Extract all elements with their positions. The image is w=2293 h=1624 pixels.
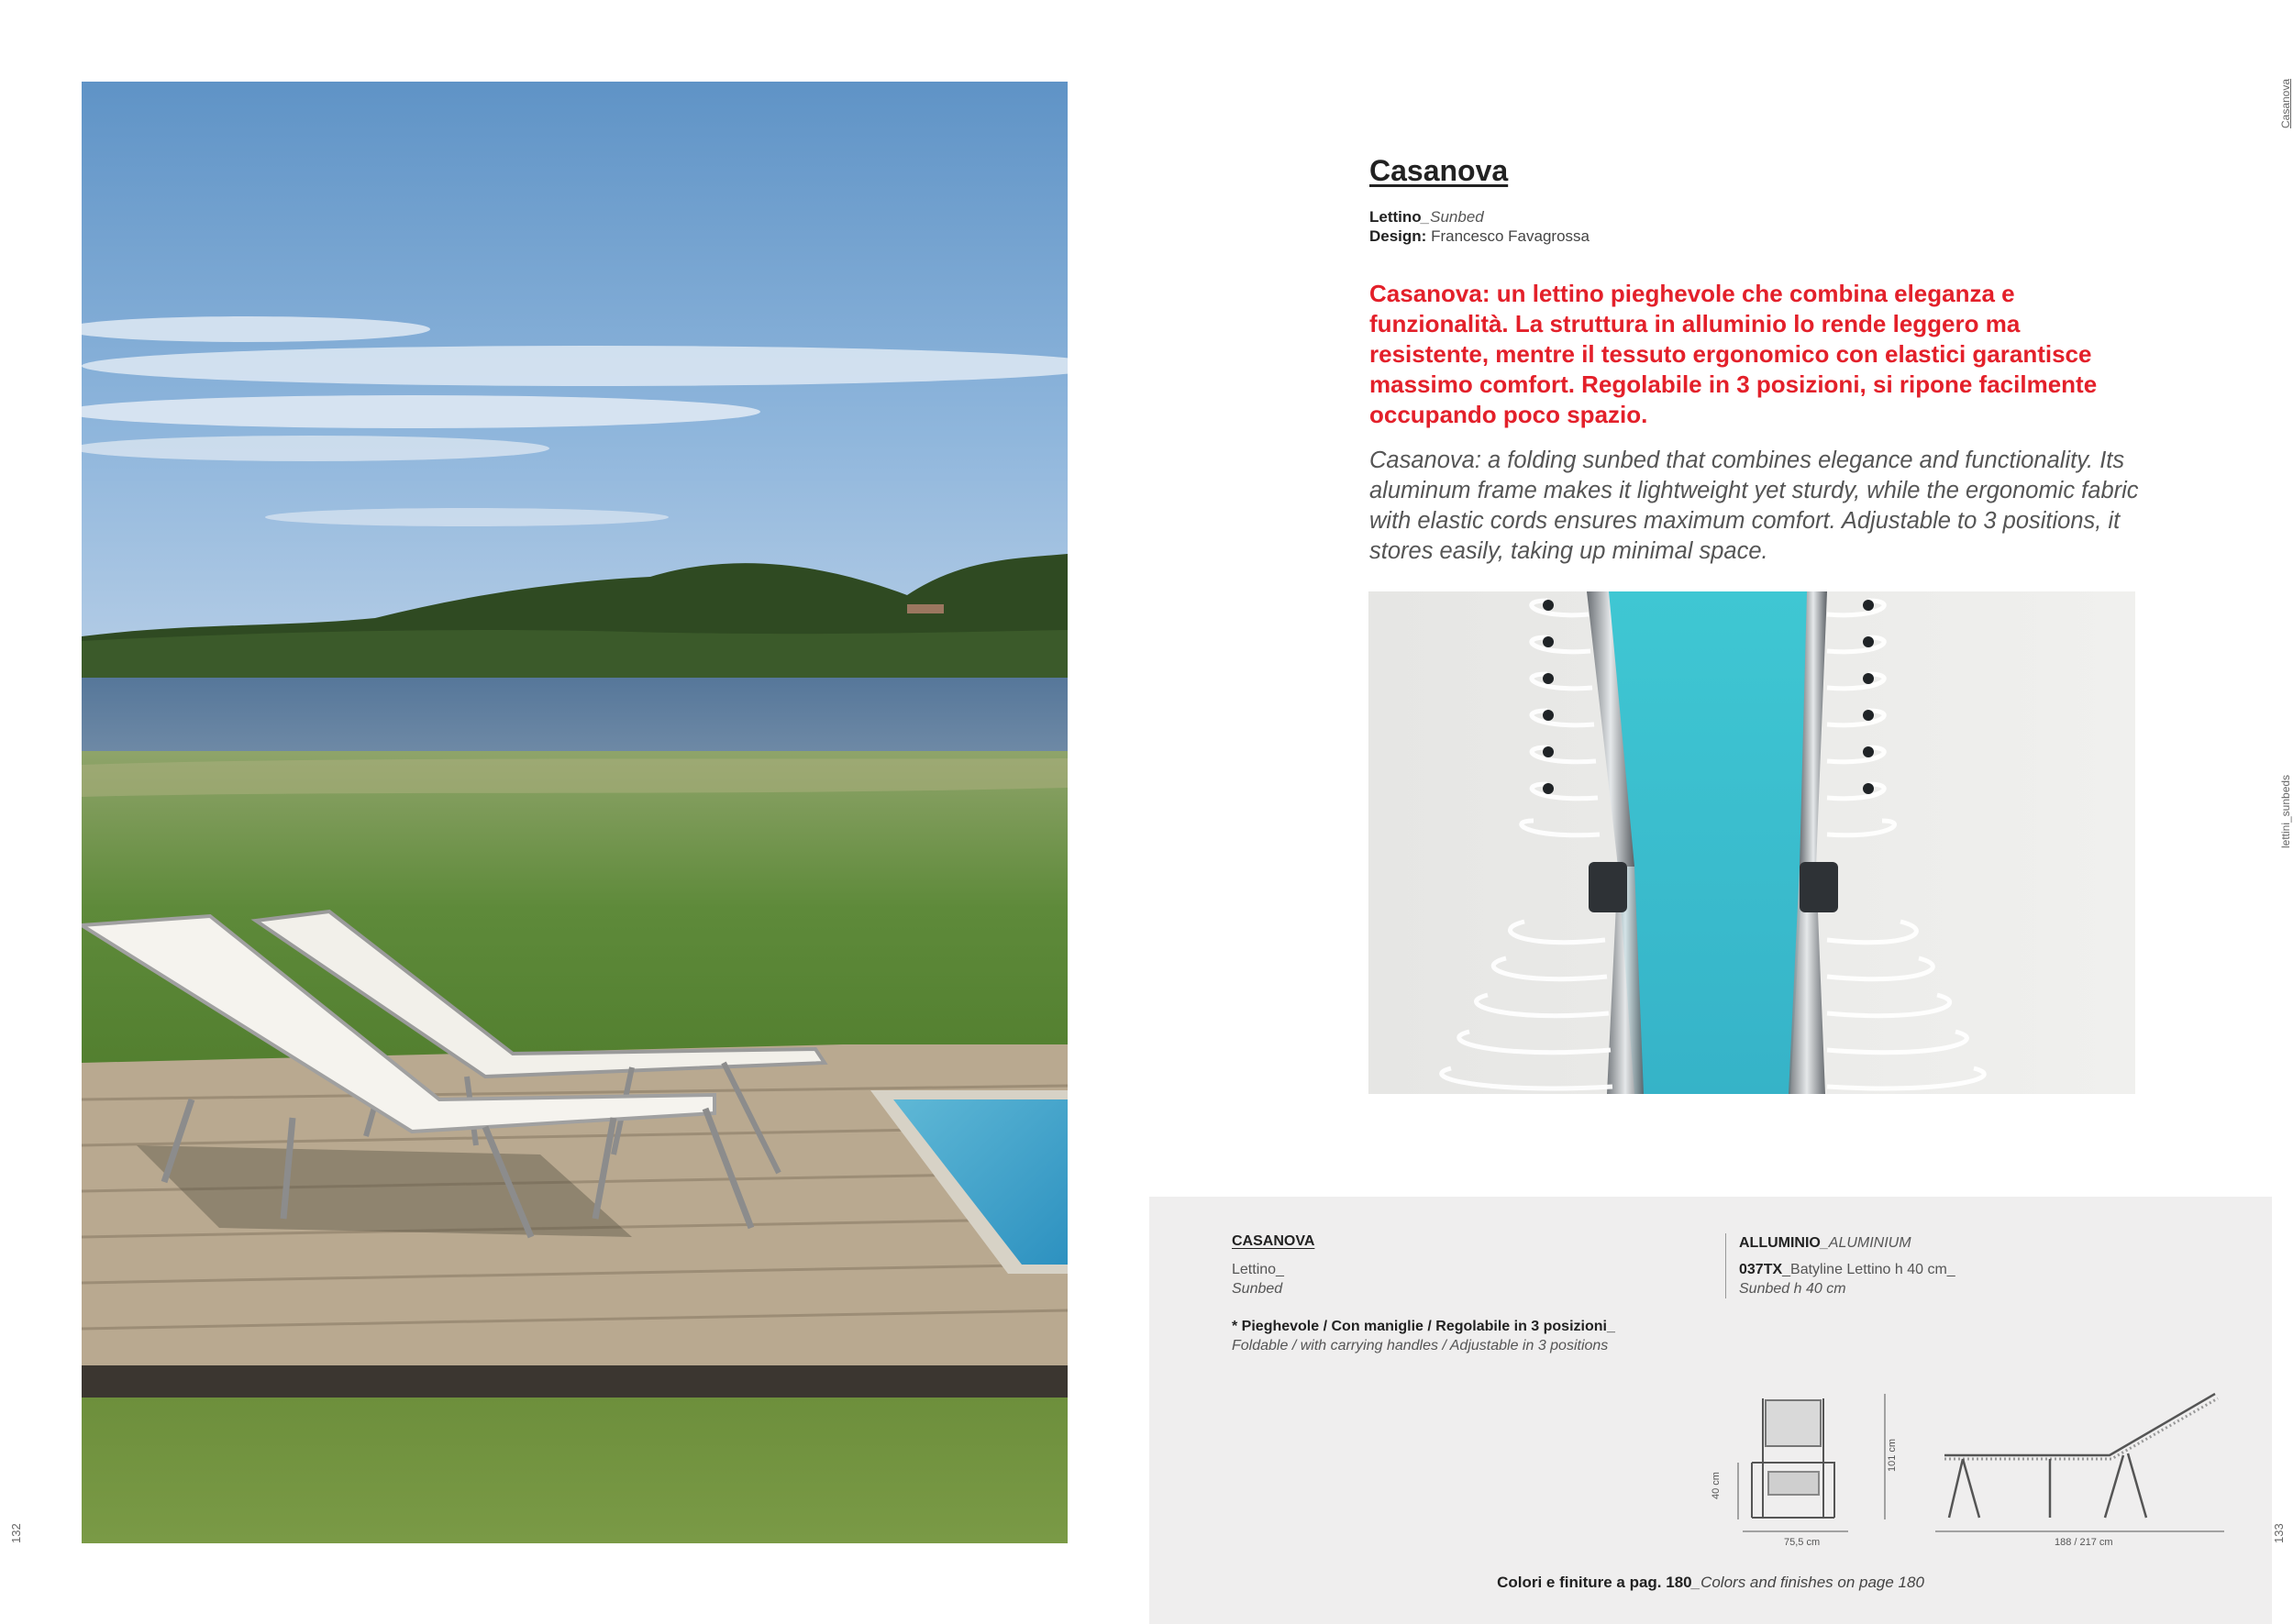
design-line — [1369, 226, 1590, 246]
material-code-desc: _Batyline Lettino h 40 cm_ — [1782, 1262, 1955, 1277]
lakeside-sunbeds-scene — [82, 82, 1068, 1543]
side-view-diagram — [1944, 1394, 2218, 1518]
product-meta — [1369, 207, 1590, 246]
main-product-photo — [82, 82, 1068, 1543]
type-english: _Sunbed — [1421, 208, 1484, 226]
detail-photo — [1368, 591, 2135, 1094]
description-italian: Casanova: un lettino pieghevole che combina eleganza e funzionalità. La struttura in alluminio lo rende leggero ma resistente, mentre il tessuto ergonomico con elastici garantisce massimo comfort. Regolabile in 3 posizioni, si ripone facilmente occupando poco spazio. — [1369, 280, 2098, 428]
features-italian: * Pieghevole / Con maniglie / Regolabile in 3 posizioni_ — [1232, 1319, 1615, 1334]
side-label-section: lettini_sunbeds — [2279, 774, 2292, 848]
elastic-cords-closeup — [1368, 591, 2135, 1094]
footer-english: _Colors and finishes on page 180 — [1691, 1574, 1924, 1591]
product-title: Casanova — [1369, 154, 1509, 187]
material-code: 037TX — [1739, 1262, 1783, 1277]
material-code-line — [1739, 1260, 1955, 1279]
spec-product-name: CASANOVA — [1232, 1233, 1315, 1249]
dim-length: 188 / 217 cm — [2055, 1537, 2113, 1548]
colors-footer-note — [1149, 1574, 2272, 1592]
material-italian: ALLUMINIO — [1739, 1235, 1821, 1251]
material-block — [1725, 1233, 1955, 1298]
description-english: Casanova: a folding sunbed that combines elegance and functionality. Its aluminum frame makes it lightweight yet sturdy, while the ergonomic fabric with elastic cords ensures maximum comfort. Adjustable to 3 positions, it stores easily, taking up minimal space. — [1369, 447, 2139, 564]
page-number-right: 133 — [2272, 1523, 2286, 1543]
design-label: Design: — [1369, 227, 1427, 245]
material-english: _ALUMINIUM — [1820, 1235, 1911, 1251]
material-code-desc-english: Sunbed h 40 cm — [1739, 1281, 1846, 1297]
side-label-product: Casanova — [2279, 78, 2292, 128]
spec-type-english: Sunbed — [1232, 1281, 1283, 1297]
dimension-diagrams — [1688, 1380, 2238, 1554]
page-number-left: 132 — [9, 1523, 23, 1543]
features-english: Foldable / with carrying handles / Adjustable in 3 positions — [1232, 1338, 1609, 1353]
designer-name: Francesco Favagrossa — [1426, 227, 1590, 245]
spec-product-type — [1232, 1260, 1284, 1298]
spec-type-italian: Lettino_ — [1232, 1262, 1284, 1277]
dim-total-height: 101 cm — [1887, 1438, 1898, 1472]
front-view-diagram — [1752, 1398, 1834, 1518]
footer-italian: Colori e finiture a pag. 180 — [1497, 1574, 1692, 1591]
dim-width: 75,5 cm — [1784, 1537, 1821, 1548]
material-title — [1739, 1233, 1955, 1253]
dim-seat-height: 40 cm — [1711, 1472, 1722, 1499]
type-line — [1369, 207, 1590, 226]
spec-features — [1232, 1317, 1615, 1355]
type-label: Lettino — [1369, 208, 1422, 226]
